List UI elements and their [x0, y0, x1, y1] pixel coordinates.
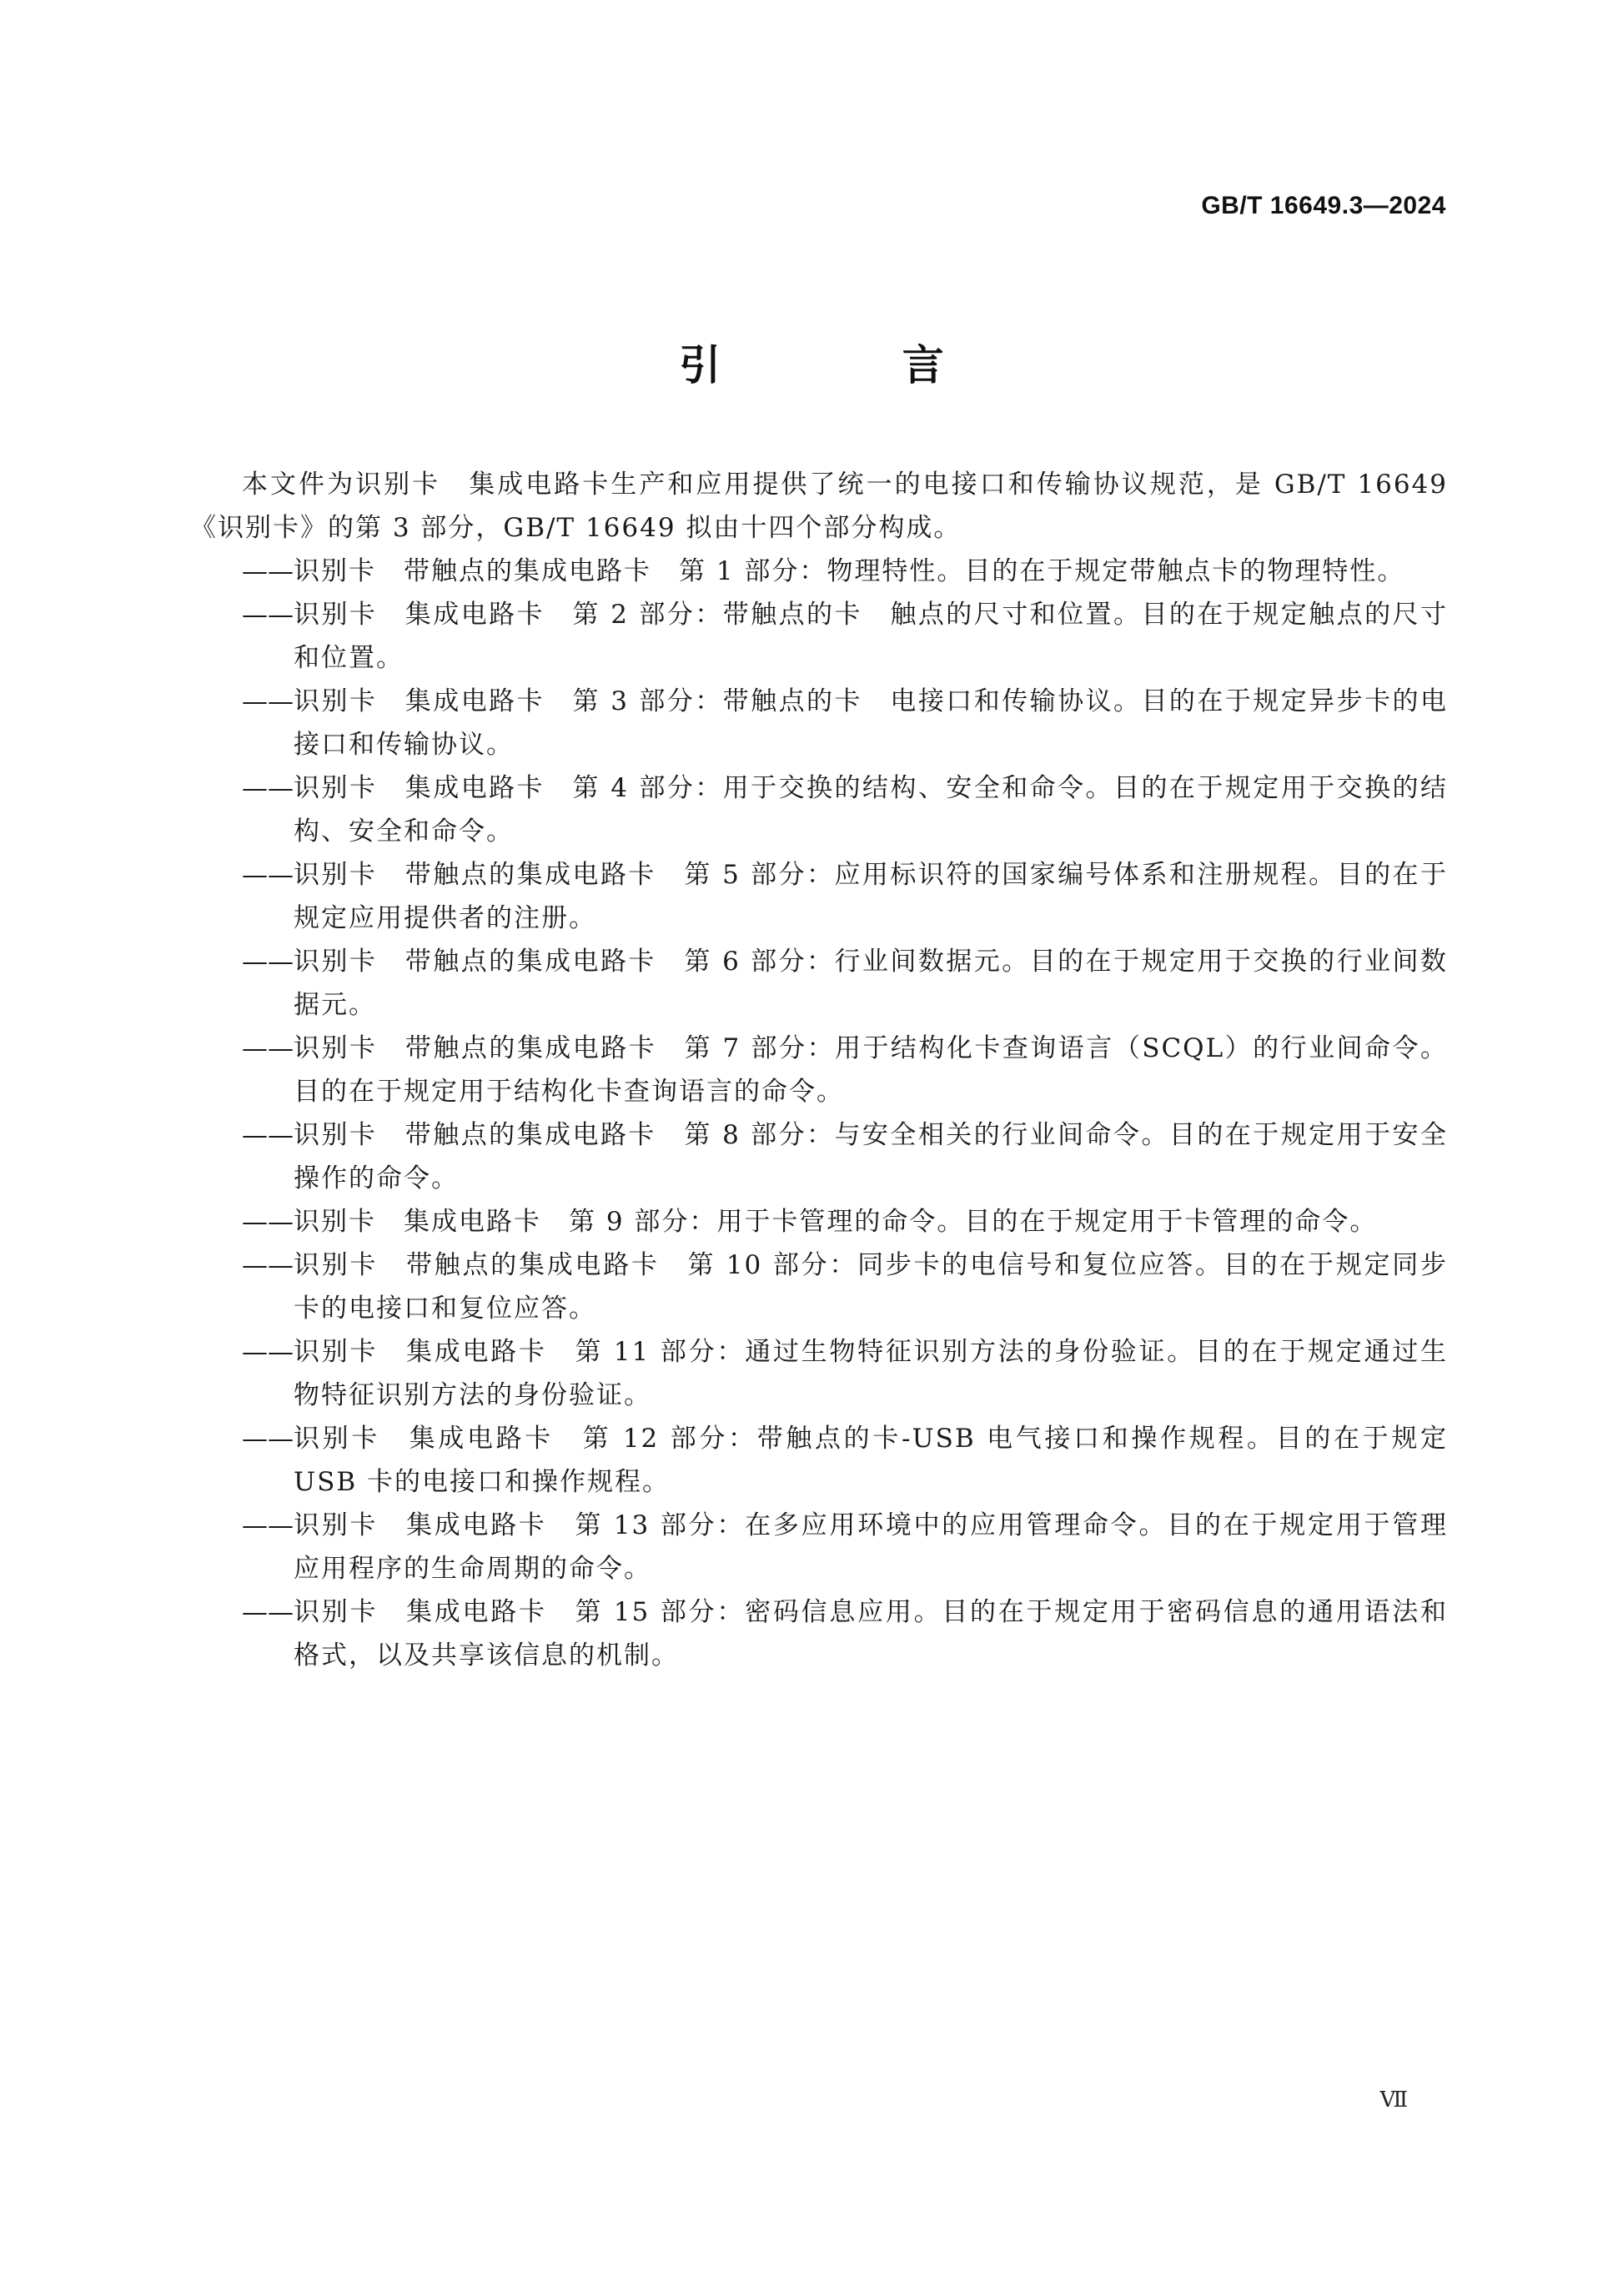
list-item: [190, 853, 1448, 940]
list-item-text: 识别卡 集成电路卡 第 2 部分：带触点的卡 触点的尺寸和位置。目的在于规定触点的尺寸和位置。: [294, 600, 1448, 673]
list-item: [190, 1504, 1448, 1590]
list-item-text: 识别卡 带触点的集成电路卡 第 8 部分：与安全相关的行业间命令。目的在于规定用于安全操作的命令。: [294, 1120, 1448, 1193]
list-item: [190, 766, 1448, 853]
list-item-text: 识别卡 集成电路卡 第 9 部分：用于卡管理的命令。目的在于规定用于卡管理的命令。: [294, 1207, 1378, 1237]
parts-list: [190, 550, 1448, 1677]
list-item: [190, 1027, 1448, 1113]
dash-marker: ——: [242, 947, 294, 977]
list-item: [190, 940, 1448, 1027]
dash-marker: ——: [242, 686, 294, 716]
list-item: [190, 550, 1448, 593]
list-item: [190, 593, 1448, 680]
dash-marker: ——: [242, 1337, 294, 1367]
list-item: [190, 1113, 1448, 1200]
dash-marker: ——: [242, 773, 294, 803]
list-item-text: 识别卡 集成电路卡 第 15 部分：密码信息应用。目的在于规定用于密码信息的通用语法和格式，以及共享该信息的机制。: [294, 1597, 1448, 1671]
dash-marker: ——: [242, 1597, 294, 1627]
list-item-text: 识别卡 带触点的集成电路卡 第 1 部分：物理特性。目的在于规定带触点卡的物理特性。: [294, 556, 1405, 586]
page-number: Ⅶ: [1379, 2088, 1408, 2112]
standard-code: GB/T 16649.3—2024: [1201, 192, 1446, 219]
list-item: [190, 1243, 1448, 1330]
list-item-text: 识别卡 集成电路卡 第 4 部分：用于交换的结构、安全和命令。目的在于规定用于交换的结构、安全和命令。: [294, 773, 1448, 847]
dash-marker: ——: [242, 1120, 294, 1150]
dash-marker: ——: [242, 1033, 294, 1063]
document-body: [190, 463, 1448, 1677]
list-item-text: 识别卡 集成电路卡 第 13 部分：在多应用环境中的应用管理命令。目的在于规定用于管理应用程序的生命周期的命令。: [294, 1510, 1448, 1584]
list-item: [190, 1200, 1448, 1243]
list-item-text: 识别卡 集成电路卡 第 11 部分：通过生物特征识别方法的身份验证。目的在于规定通过生物特征识别方法的身份验证。: [294, 1337, 1448, 1410]
list-item: [190, 1417, 1448, 1504]
list-item-text: 识别卡 带触点的集成电路卡 第 7 部分：用于结构化卡查询语言（SCQL）的行业间命令。目的在于规定用于结构化卡查询语言的命令。: [294, 1033, 1448, 1107]
list-item-text: 识别卡 集成电路卡 第 12 部分：带触点的卡-USB 电气接口和操作规程。目的在于规定 USB 卡的电接口和操作规程。: [294, 1424, 1448, 1497]
dash-marker: ——: [242, 1510, 294, 1540]
list-item-text: 识别卡 带触点的集成电路卡 第 5 部分：应用标识符的国家编号体系和注册规程。目的在于规定应用提供者的注册。: [294, 860, 1448, 933]
list-item: [190, 1590, 1448, 1677]
dash-marker: ——: [242, 1207, 294, 1237]
list-item-text: 识别卡 集成电路卡 第 3 部分：带触点的卡 电接口和传输协议。目的在于规定异步卡的电接口和传输协议。: [294, 686, 1448, 760]
dash-marker: ——: [242, 1424, 294, 1454]
list-item-text: 识别卡 带触点的集成电路卡 第 6 部分：行业间数据元。目的在于规定用于交换的行业间数据元。: [294, 947, 1448, 1020]
dash-marker: ——: [242, 860, 294, 890]
dash-marker: ——: [242, 600, 294, 630]
list-item: [190, 680, 1448, 766]
intro-paragraph: 本文件为识别卡 集成电路卡生产和应用提供了统一的电接口和传输协议规范，是 GB/T 16649《识别卡》的第 3 部分，GB/T 16649 拟由十四个部分构成。: [190, 470, 1448, 543]
list-item: [190, 1330, 1448, 1417]
list-item-text: 识别卡 带触点的集成电路卡 第 10 部分：同步卡的电信号和复位应答。目的在于规定同步卡的电接口和复位应答。: [294, 1250, 1448, 1324]
dash-marker: ——: [242, 556, 294, 586]
dash-marker: ——: [242, 1250, 294, 1280]
page-title: 引 言: [679, 341, 1028, 389]
